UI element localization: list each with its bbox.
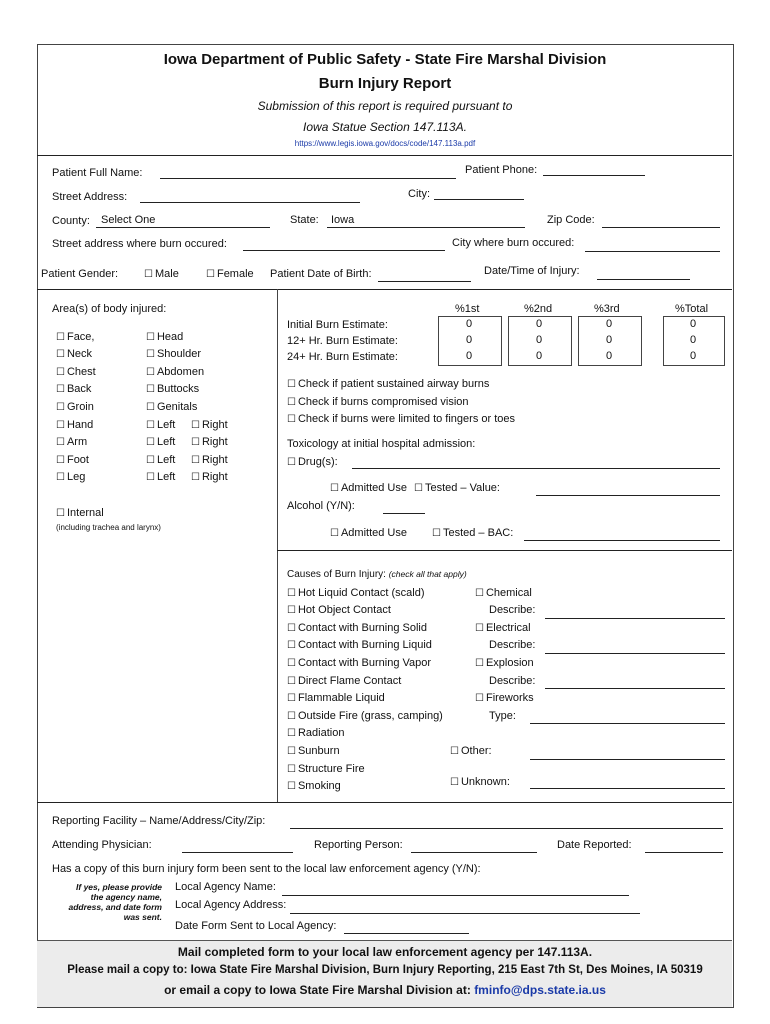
est-header-1: %1st	[455, 303, 480, 315]
est-value[interactable]: 0	[535, 334, 543, 346]
agency-name-label: Local Agency Name:	[175, 881, 276, 893]
body-leg[interactable]: ☐ Leg	[56, 471, 85, 483]
fireworks-type-field[interactable]	[530, 723, 725, 724]
body-shoulder[interactable]: ☐ Shoulder	[146, 348, 201, 360]
burn-street-field[interactable]	[243, 250, 445, 251]
reporting-person-label: Reporting Person:	[314, 839, 403, 851]
alcohol-label: Alcohol (Y/N):	[287, 500, 355, 512]
arm-left[interactable]: ☐ Left	[146, 436, 175, 448]
alcohol-tested-bac[interactable]: ☐ Tested – BAC:	[432, 527, 513, 539]
est-value[interactable]: 0	[535, 350, 543, 362]
street-field[interactable]	[140, 202, 360, 203]
drug-tested-value[interactable]: ☐ Tested – Value:	[414, 482, 500, 494]
cause-smoking[interactable]: ☐ Smoking	[287, 780, 341, 792]
body-back[interactable]: ☐ Back	[56, 383, 91, 395]
cause-burning-vapor[interactable]: ☐ Contact with Burning Vapor	[287, 657, 431, 669]
body-foot[interactable]: ☐ Foot	[56, 454, 89, 466]
unknown-field[interactable]	[530, 788, 725, 789]
arm-right[interactable]: ☐ Right	[191, 436, 228, 448]
gender-label: Patient Gender:	[41, 268, 119, 280]
causes-heading	[287, 569, 467, 580]
reporting-person-field[interactable]	[411, 852, 537, 853]
electrical-describe-label: Describe:	[489, 639, 536, 651]
body-areas-heading: Area(s) of body injured:	[52, 303, 167, 315]
dob-label: Patient Date of Birth:	[270, 268, 372, 280]
est-value[interactable]: 0	[535, 318, 543, 330]
footer-line-2: Please mail a copy to: Iowa State Fire Marshal Division, Burn Injury Reporting, 215 East 7th St, Des Moines, IA 50319	[67, 964, 703, 976]
dob-field[interactable]	[378, 281, 471, 282]
cause-flammable-liquid[interactable]: ☐ Flammable Liquid	[287, 692, 385, 704]
est-value[interactable]: 0	[689, 350, 697, 362]
injury-dt-field[interactable]	[597, 279, 690, 280]
est-value[interactable]: 0	[465, 350, 473, 362]
chemical-describe-field[interactable]	[545, 618, 725, 619]
body-internal[interactable]: ☐ Internal	[56, 507, 104, 519]
cause-fireworks[interactable]: ☐ Fireworks	[475, 692, 534, 704]
column-divider	[277, 289, 278, 802]
zip-label: Zip Code:	[547, 214, 595, 226]
est-value[interactable]: 0	[605, 334, 613, 346]
injury-dt-label: Date/Time of Injury:	[484, 265, 580, 277]
chemical-describe-label: Describe:	[489, 604, 536, 616]
date-sent-field[interactable]	[344, 933, 469, 934]
explosion-describe-label: Describe:	[489, 675, 536, 687]
divider	[37, 155, 732, 156]
leg-left[interactable]: ☐ Left	[146, 471, 175, 483]
hand-left[interactable]: ☐ Left	[146, 419, 175, 431]
agency-address-label: Local Agency Address:	[175, 899, 287, 911]
header-note-1: Submission of this report is required pursuant to	[257, 99, 513, 113]
est-header-3: %3rd	[594, 303, 620, 315]
footer-line-3-text: or email a copy to Iowa State Fire Marshal Division at:	[164, 983, 471, 997]
state-underline	[327, 227, 525, 228]
drugs-field[interactable]	[352, 468, 720, 469]
state-label: State:	[290, 214, 319, 226]
phone-label: Patient Phone:	[465, 164, 538, 176]
cause-outside-fire[interactable]: ☐ Outside Fire (grass, camping)	[287, 710, 443, 722]
male-checkbox[interactable]: ☐ Male	[144, 268, 179, 280]
full-name-field[interactable]	[160, 178, 456, 179]
date-reported-field[interactable]	[645, 852, 723, 853]
city-field[interactable]	[434, 199, 524, 200]
state-field[interactable]: Iowa	[331, 214, 355, 226]
cause-other[interactable]: ☐ Other:	[450, 745, 492, 757]
leg-right[interactable]: ☐ Right	[191, 471, 228, 483]
tested-value-field[interactable]	[536, 495, 720, 496]
page-subtitle: Burn Injury Report	[318, 75, 452, 92]
foot-left[interactable]: ☐ Left	[146, 454, 175, 466]
cause-structure-fire[interactable]: ☐ Structure Fire	[287, 763, 365, 775]
fingers-toes-checkbox[interactable]: ☐ Check if burns were limited to fingers or toes	[287, 413, 515, 425]
date-reported-label: Date Reported:	[557, 839, 632, 851]
explosion-describe-field[interactable]	[545, 688, 725, 689]
cause-electrical[interactable]: ☐ Electrical	[475, 622, 531, 634]
cause-sunburn[interactable]: ☐ Sunburn	[287, 745, 340, 757]
drug-admitted-use[interactable]: ☐ Admitted Use	[330, 482, 407, 494]
statute-link[interactable]: https://www.legis.iowa.gov/docs/code/147.113a.pdf	[294, 139, 476, 148]
cause-burning-solid[interactable]: ☐ Contact with Burning Solid	[287, 622, 427, 634]
cause-chemical[interactable]: ☐ Chemical	[475, 587, 532, 599]
est-row-label: 24+ Hr. Burn Estimate:	[287, 351, 398, 363]
toxicology-heading: Toxicology at initial hospital admission:	[287, 438, 476, 450]
airway-burns-checkbox[interactable]: ☐ Check if patient sustained airway burns	[287, 378, 489, 390]
divider	[37, 802, 732, 803]
body-genitals[interactable]: ☐ Genitals	[146, 401, 197, 413]
header-note-2: Iowa Statue Section 147.113A.	[303, 120, 467, 134]
female-checkbox[interactable]: ☐ Female	[206, 268, 254, 280]
foot-right[interactable]: ☐ Right	[191, 454, 228, 466]
cause-hot-liquid[interactable]: ☐ Hot Liquid Contact (scald)	[287, 587, 425, 599]
agency-address-field[interactable]	[290, 913, 640, 914]
body-neck[interactable]: ☐ Neck	[56, 348, 92, 360]
county-select[interactable]: Select One	[101, 214, 156, 226]
phone-field[interactable]	[543, 175, 645, 176]
internal-note: (including trachea and larynx)	[56, 523, 161, 532]
est-header-2: %2nd	[524, 303, 553, 315]
alcohol-admitted-use[interactable]: ☐ Admitted Use	[330, 527, 407, 539]
body-chest[interactable]: ☐ Chest	[56, 366, 96, 378]
est-header-total: %Total	[675, 303, 709, 315]
body-head[interactable]: ☐ Head	[146, 331, 183, 343]
drugs-checkbox[interactable]: ☐ Drug(s):	[287, 456, 338, 468]
footer-line-3	[0, 983, 770, 997]
physician-field[interactable]	[182, 852, 293, 853]
street-label: Street Address:	[52, 191, 128, 203]
causes-heading-note: (check all that apply)	[388, 569, 467, 579]
est-value[interactable]: 0	[689, 318, 697, 330]
vision-checkbox[interactable]: ☐ Check if burns compromised vision	[287, 396, 469, 408]
alcohol-field[interactable]	[383, 513, 425, 514]
body-face[interactable]: ☐ Face,	[56, 331, 94, 343]
est-value[interactable]: 0	[605, 318, 613, 330]
copy-question: Has a copy of this burn injury form been sent to the local law enforcement agency (Y/N):	[52, 863, 481, 875]
cause-direct-flame[interactable]: ☐ Direct Flame Contact	[287, 675, 401, 687]
email-link[interactable]: fminfo@dps.state.ia.us	[474, 983, 606, 997]
fireworks-type-label: Type:	[489, 710, 516, 722]
divider	[37, 289, 732, 290]
est-value[interactable]: 0	[465, 334, 473, 346]
zip-field[interactable]	[602, 227, 720, 228]
date-sent-label: Date Form Sent to Local Agency:	[175, 920, 337, 932]
electrical-describe-field[interactable]	[545, 653, 725, 654]
burn-street-label: Street address where burn occured:	[52, 238, 227, 250]
full-name-label: Patient Full Name:	[52, 167, 143, 179]
body-abdomen[interactable]: ☐ Abdomen	[146, 366, 204, 378]
est-row-label: 12+ Hr. Burn Estimate:	[287, 335, 398, 347]
city-label: City:	[408, 188, 430, 200]
agency-name-field[interactable]	[282, 895, 629, 896]
est-value[interactable]: 0	[605, 350, 613, 362]
footer-line-1: Mail completed form to your local law enforcement agency per 147.113A.	[177, 945, 593, 959]
if-yes-note: If yes, please provide the agency name, address, and date form was sent.	[68, 882, 162, 922]
county-label: County:	[52, 215, 90, 227]
hand-right[interactable]: ☐ Right	[191, 419, 228, 431]
divider	[277, 550, 732, 551]
est-row-label: Initial Burn Estimate:	[287, 319, 388, 331]
body-hand[interactable]: ☐ Hand	[56, 419, 93, 431]
body-buttocks[interactable]: ☐ Buttocks	[146, 383, 199, 395]
cause-hot-object[interactable]: ☐ Hot Object Contact	[287, 604, 391, 616]
cause-unknown[interactable]: ☐ Unknown:	[450, 776, 510, 788]
facility-field[interactable]	[290, 828, 723, 829]
other-field[interactable]	[530, 759, 725, 760]
cause-explosion[interactable]: ☐ Explosion	[475, 657, 534, 669]
body-groin[interactable]: ☐ Groin	[56, 401, 94, 413]
county-underline	[96, 227, 270, 228]
page-title: Iowa Department of Public Safety - State Fire Marshal Division	[163, 51, 607, 68]
cause-radiation[interactable]: ☐ Radiation	[287, 727, 344, 739]
causes-heading-text: Causes of Burn Injury:	[287, 569, 386, 580]
facility-label: Reporting Facility – Name/Address/City/Zip:	[52, 815, 266, 827]
body-arm[interactable]: ☐ Arm	[56, 436, 87, 448]
burn-city-label: City where burn occured:	[452, 237, 575, 249]
bac-field[interactable]	[524, 540, 720, 541]
est-value[interactable]: 0	[689, 334, 697, 346]
cause-burning-liquid[interactable]: ☐ Contact with Burning Liquid	[287, 639, 432, 651]
physician-label: Attending Physician:	[52, 839, 152, 851]
est-value[interactable]: 0	[465, 318, 473, 330]
burn-city-field[interactable]	[585, 251, 720, 252]
